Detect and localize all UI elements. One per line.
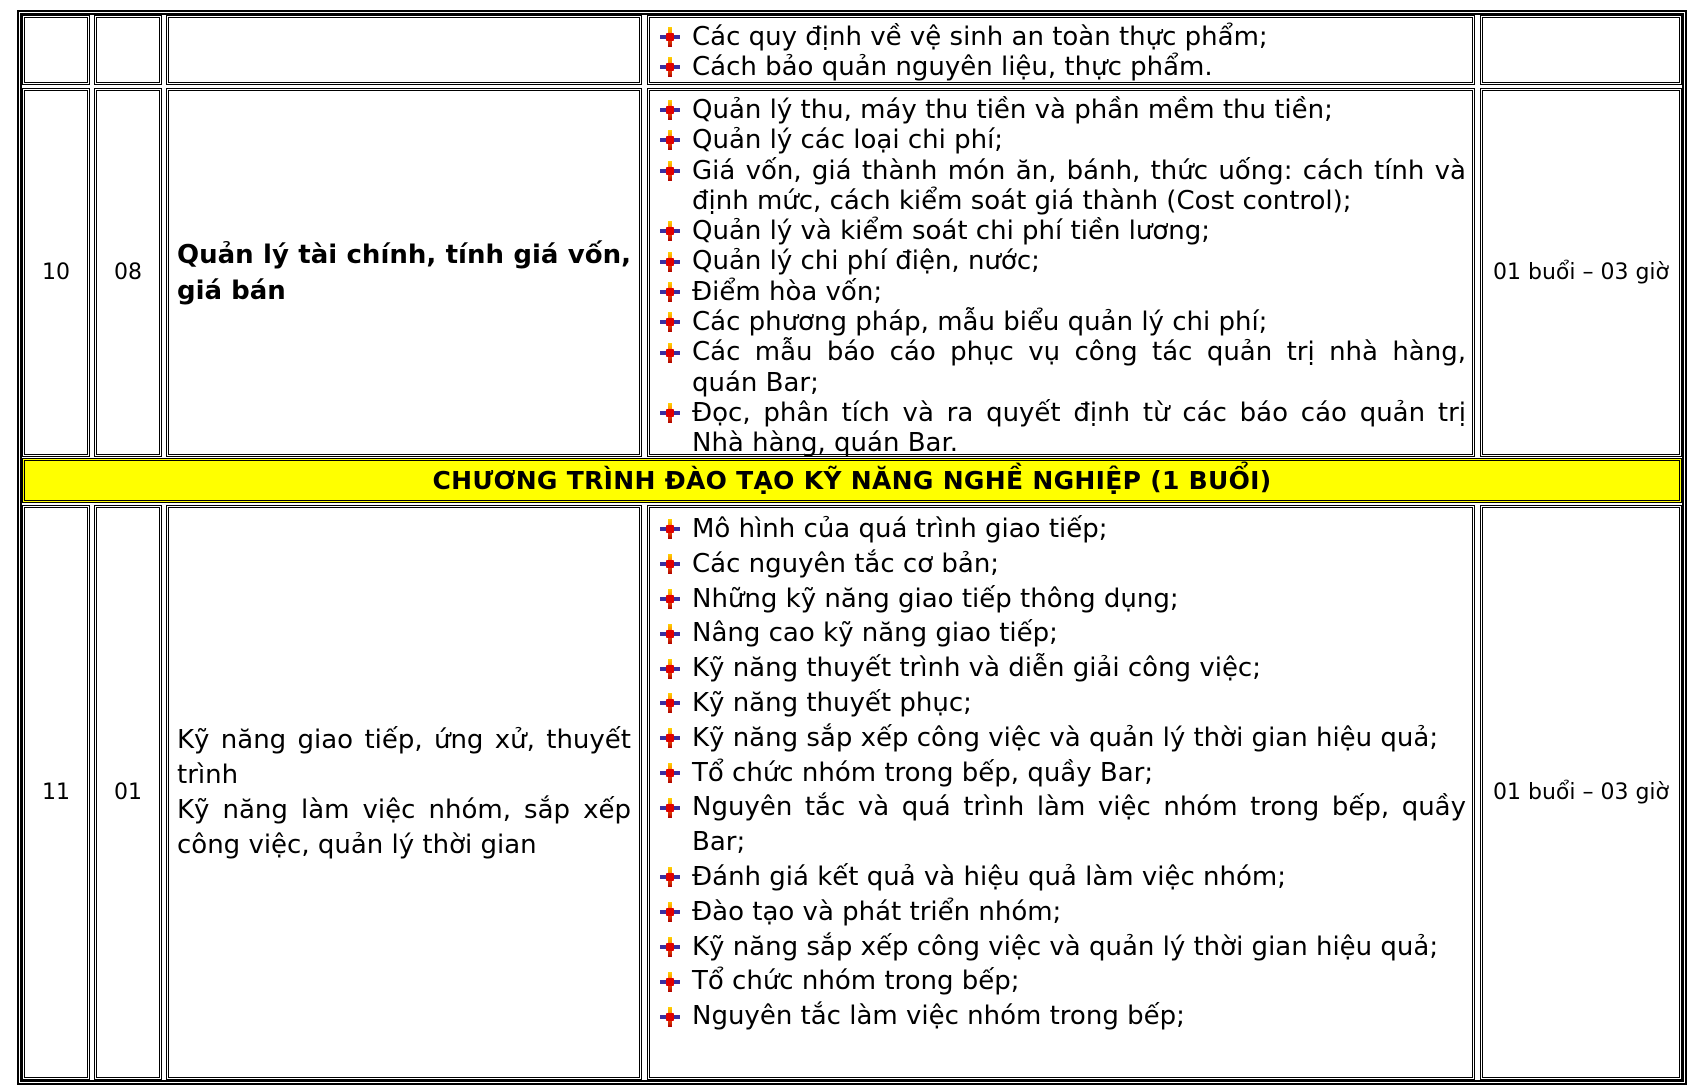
table-row <box>22 88 1682 457</box>
session-code-cell: 08 <box>94 88 162 457</box>
content-item <box>658 52 1466 82</box>
content-item-text: Những kỹ năng giao tiếp thông dụng; <box>692 583 1179 614</box>
content-item-text: Các mẫu báo cáo phục vụ công tác quản trị nhà hàng, quán Bar; <box>692 337 1466 398</box>
content-item-text: Quản lý các loại chi phí; <box>692 125 1004 156</box>
content-item <box>658 616 1466 651</box>
content-item-text: Điểm hòa vốn; <box>692 276 883 307</box>
bullet-arrow-icon <box>660 161 680 181</box>
content-item <box>658 95 1466 125</box>
content-item-text: Quản lý thu, máy thu tiền và phần mềm thu tiền; <box>692 95 1333 125</box>
bullet-arrow-icon <box>660 1007 680 1027</box>
content-item <box>658 895 1466 930</box>
content-cell <box>647 505 1475 1080</box>
content-item <box>658 398 1466 459</box>
content-item-text: Mô hình của quá trình giao tiếp; <box>692 514 1108 544</box>
session-code-cell: 01 <box>94 505 162 1080</box>
section-header: CHƯƠNG TRÌNH ĐÀO TẠO KỸ NĂNG NGHỀ NGHIỆP (1 BUỔI) <box>22 458 1682 503</box>
bullet-arrow-icon <box>660 867 680 887</box>
bullet-arrow-icon <box>660 343 680 363</box>
content-item-text: Quản lý chi phí điện, nước; <box>692 246 1040 277</box>
content-item <box>658 999 1466 1034</box>
topic-title-line: Kỹ năng giao tiếp, ứng xử, thuyết trình <box>177 724 631 790</box>
content-item-text: Nguyên tắc làm việc nhóm trong bếp; <box>692 1001 1185 1032</box>
row-number-cell <box>22 15 90 85</box>
content-item <box>658 337 1466 398</box>
topic-title-block <box>169 723 639 863</box>
content-item <box>658 756 1466 791</box>
content-item <box>658 547 1466 582</box>
bullet-arrow-icon <box>660 589 680 609</box>
content-item-text: Giá vốn, giá thành món ăn, bánh, thức uống: cách tính và định mức, cách kiểm soát giá thành (Cost control); <box>692 155 1466 216</box>
duration-cell: 01 buổi – 03 giờ <box>1480 505 1682 1080</box>
content-item-text: Các nguyên tắc cơ bản; <box>692 548 1000 579</box>
content-item <box>658 125 1466 155</box>
content-item <box>658 790 1466 860</box>
content-item-text: Nguyên tắc và quá trình làm việc nhóm trong bếp, quầy Bar; <box>692 792 1466 858</box>
training-table <box>17 10 1687 1085</box>
table-row <box>22 505 1682 1080</box>
row-number-cell: 10 <box>22 88 90 457</box>
content-item <box>658 22 1466 52</box>
bullet-arrow-icon <box>660 902 680 922</box>
content-item <box>658 686 1466 721</box>
topic-cell <box>166 88 642 457</box>
bullet-arrow-icon <box>660 972 680 992</box>
session-code-cell <box>94 15 162 85</box>
bullet-arrow-icon <box>660 624 680 644</box>
content-item-text: Nâng cao kỹ năng giao tiếp; <box>692 618 1058 649</box>
content-item-text: Các phương pháp, mẫu biểu quản lý chi phí; <box>692 307 1268 338</box>
content-item-text: Kỹ năng sắp xếp công việc và quản lý thời gian hiệu quả; <box>692 931 1439 962</box>
bullet-arrow-icon <box>660 728 680 748</box>
content-item <box>658 582 1466 617</box>
content-item <box>658 246 1466 276</box>
bullet-arrow-icon <box>660 659 680 679</box>
bullet-arrow-icon <box>660 27 680 47</box>
bullet-arrow-icon <box>660 937 680 957</box>
content-item <box>658 307 1466 337</box>
bullet-arrow-icon <box>660 57 680 77</box>
content-item <box>658 721 1466 756</box>
content-item-text: Quản lý và kiểm soát chi phí tiền lương; <box>692 216 1211 247</box>
bullet-arrow-icon <box>660 693 680 713</box>
content-item-text: Tổ chức nhóm trong bếp, quầy Bar; <box>692 757 1154 788</box>
content-item <box>658 860 1466 895</box>
content-item-text: Đào tạo và phát triển nhóm; <box>692 896 1062 927</box>
bullet-arrow-icon <box>660 221 680 241</box>
content-list <box>650 91 1472 459</box>
bullet-arrow-icon <box>660 798 680 818</box>
bullet-arrow-icon <box>660 554 680 574</box>
content-item-text: Đánh giá kết quả và hiệu quả làm việc nhóm; <box>692 861 1286 892</box>
duration-cell <box>1480 15 1682 85</box>
content-item-text: Đọc, phân tích và ra quyết định từ các báo cáo quản trị Nhà hàng, quán Bar. <box>692 397 1466 459</box>
table-row <box>22 15 1682 85</box>
bullet-arrow-icon <box>660 763 680 783</box>
content-item <box>658 930 1466 965</box>
topic-title-line: Kỹ năng làm việc nhóm, sắp xếp công việc, quản lý thời gian <box>177 794 631 860</box>
content-list <box>650 18 1472 82</box>
bullet-arrow-icon <box>660 130 680 150</box>
content-item-text: Tổ chức nhóm trong bếp; <box>692 966 1020 997</box>
content-item <box>658 512 1466 547</box>
content-list <box>650 508 1472 1077</box>
topic-cell <box>166 505 642 1080</box>
content-item-text: Kỹ năng thuyết trình và diễn giải công việc; <box>692 653 1261 684</box>
topic-cell <box>166 15 642 85</box>
content-item <box>658 156 1466 217</box>
bullet-arrow-icon <box>660 312 680 332</box>
content-item <box>658 277 1466 307</box>
content-cell <box>647 88 1475 457</box>
bullet-arrow-icon <box>660 519 680 539</box>
content-item-text: Kỹ năng sắp xếp công việc và quản lý thời gian hiệu quả; <box>692 722 1439 753</box>
bullet-arrow-icon <box>660 403 680 423</box>
topic-title: Quản lý tài chính, tính giá vốn, giá bán <box>177 239 631 306</box>
content-item <box>658 651 1466 686</box>
content-item-text: Cách bảo quản nguyên liệu, thực phẩm. <box>692 52 1213 82</box>
content-item-text: Các quy định về vệ sinh an toàn thực phẩm; <box>692 22 1268 52</box>
row-number-cell: 11 <box>22 505 90 1080</box>
content-item-text: Kỹ năng thuyết phục; <box>692 687 972 718</box>
bullet-arrow-icon <box>660 100 680 120</box>
content-item <box>658 964 1466 999</box>
content-cell <box>647 15 1475 85</box>
duration-cell: 01 buổi – 03 giờ <box>1480 88 1682 457</box>
content-item <box>658 216 1466 246</box>
bullet-arrow-icon <box>660 282 680 302</box>
bullet-arrow-icon <box>660 252 680 272</box>
